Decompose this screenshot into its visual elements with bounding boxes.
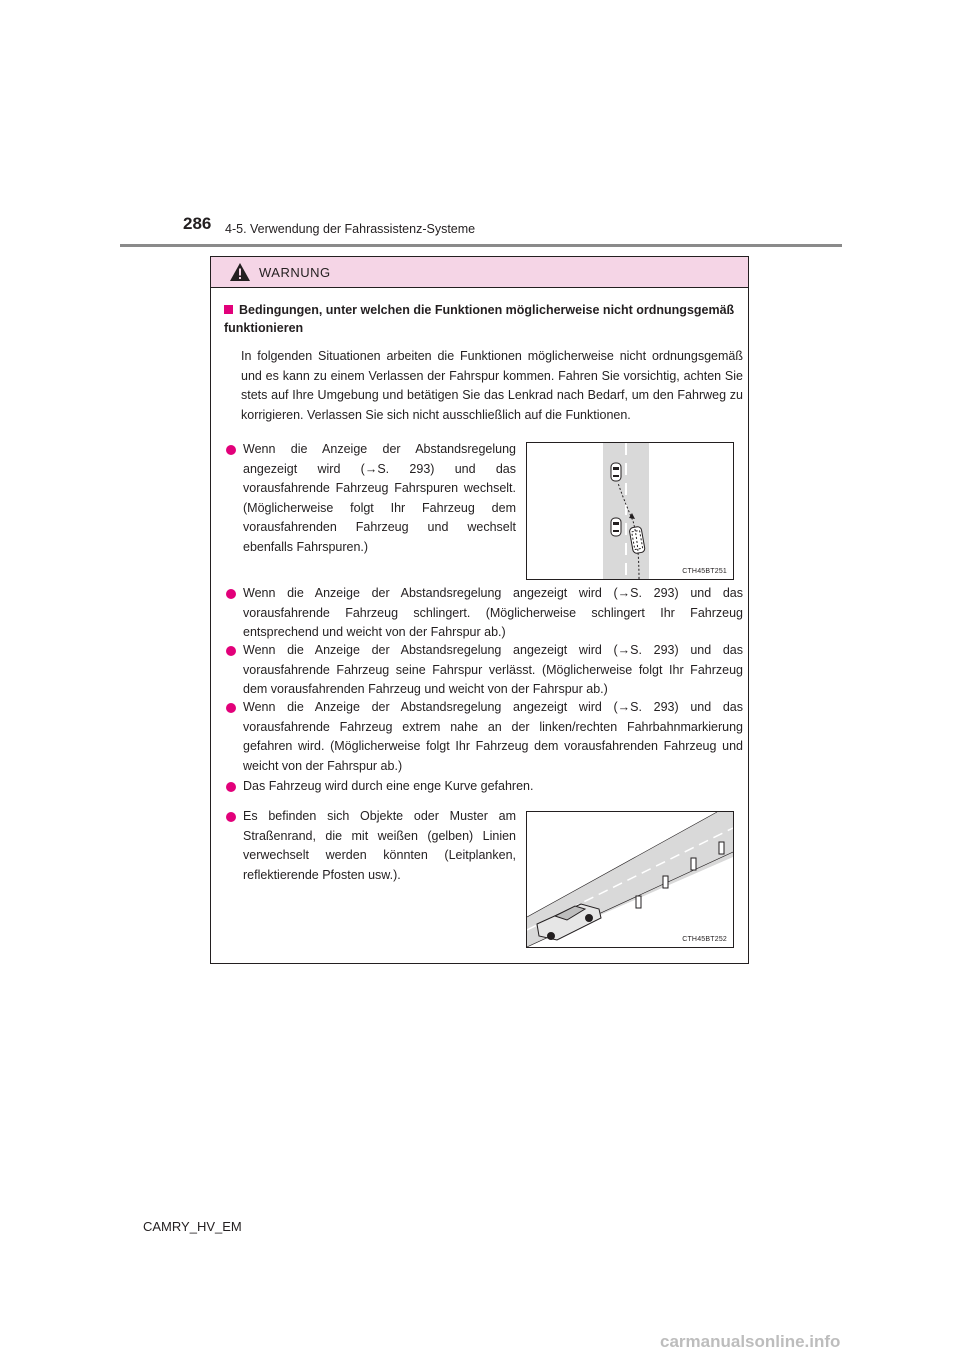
bullet-item [243,777,743,797]
bullet-text: Wenn die Anzeige der Abstandsregelung angezeigt wird (→S. 293) und das vorausfahrende Fahrzeug extrem nahe an der linken/rechten Fahrbahnmarkierung gefahren wird. (Möglicherweise folgt Ihr Fahrzeug dem vorausfahrenden Fahrzeug und weicht von der Fahrspur ab.) [243,700,743,773]
section-heading [224,301,744,337]
bullet-text: Wenn die Anzeige der Abstandsregelung angezeigt wird (→S. 293) und das vorausfahrende Fahrzeug Fahrspuren wechselt. (Möglicherweise folgt Ihr Fahrzeug dem vorausfahrenden Fahrzeug und wechselt ebenfalls Fahrspuren.) [243,442,516,554]
model-code: CAMRY_HV_EM [143,1219,242,1234]
bullet-item [243,641,743,700]
bullet-text: Es befinden sich Objekte oder Muster am Straßenrand, die mit weißen (gelben) Linien verwechselt werden könnten (Leitplanken, reflektierende Pfosten usw.). [243,809,516,882]
section-heading-text: Bedingungen, unter welchen die Funktionen möglicherweise nicht ordnungsgemäß funktionieren [224,303,735,335]
section-title: 4-5. Verwendung der Fahrassistenz-Systeme [225,222,476,236]
bullet-dot-icon [226,782,236,792]
figure-roadside-objects [526,811,734,948]
warning-triangle-icon [229,262,251,282]
bullet-dot-icon [226,445,236,455]
intro-paragraph: In folgenden Situationen arbeiten die Funktionen möglicherweise nicht ordnungsgemäß und es kann zu einem Verlassen der Fahrspur kommen. Fahren Sie vorsichtig, achten Sie stets auf Ihre Umgebung und betätigen Sie das Lenkrad nach Bedarf, um den Fahrweg zu korrigieren. Verlassen Sie sich nicht ausschließlich auf die Funktionen. [241,349,743,422]
page-number: 286 [183,214,212,233]
bullet-item [243,698,743,776]
roadside-objects-illustration [527,812,733,947]
bullet-text: Wenn die Anzeige der Abstandsregelung angezeigt wird (→S. 293) und das vorausfahrende Fahrzeug seine Fahrspur verlässt. (Möglicherweise folgt Ihr Fahrzeug dem vorausfahrenden Fahrzeug und weicht von der Fahrspur ab.) [243,643,743,696]
bullet-item [243,807,516,885]
bullet-dot-icon [226,703,236,713]
figure-code: CTH45BT252 [682,936,727,943]
figure-code: CTH45BT251 [682,568,727,575]
bullet-text: Wenn die Anzeige der Abstandsregelung angezeigt wird (→S. 293) und das vorausfahrende Fahrzeug schlingert. (Möglicherweise schlingert Ihr Fahrzeug entsprechend und weicht von der Fahrspur ab.) [243,586,743,639]
warning-title: WARNUNG [259,264,331,280]
watermark: carmanualsonline.info [660,1332,841,1351]
bullet-item [243,440,516,557]
bullet-text: Das Fahrzeug wird durch eine enge Kurve gefahren. [243,779,534,793]
square-bullet-icon [224,305,233,314]
bullet-dot-icon [226,646,236,656]
bullet-item [243,584,743,643]
warning-header [211,257,748,288]
bullet-dot-icon [226,812,236,822]
header-rule [120,244,842,247]
bullet-dot-icon [226,589,236,599]
figure-lane-change [526,442,734,580]
lane-change-illustration [527,443,733,579]
warning-box [210,256,749,964]
